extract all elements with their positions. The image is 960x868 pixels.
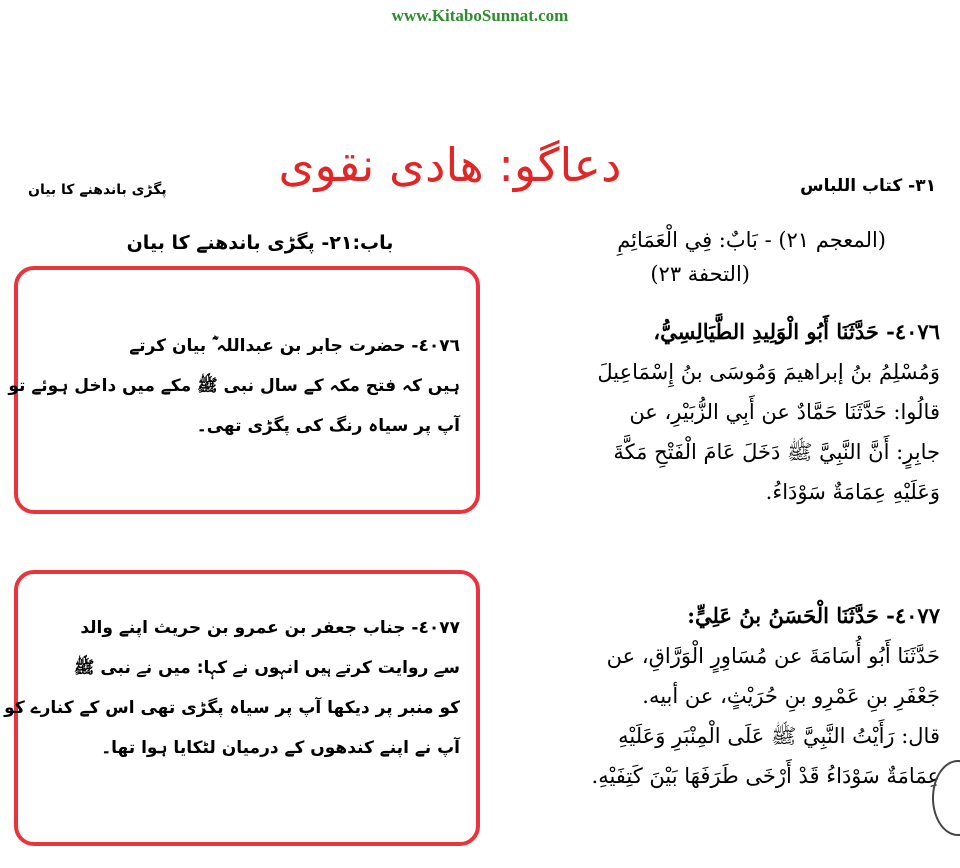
urdu-line: آپ نے اپنے کندھوں کے درمیان لٹکایا ہوا تھا۔ (101, 738, 460, 758)
arabic-line: عِمَامَةٌ سَوْدَاءُ قَدْ أَرْخَى طَرَفَهَا بَيْنَ كَتِفَيْهِ. (591, 764, 940, 788)
arabic-line: وَمُسْلِمُ بنُ إبراهيمَ وَمُوسَى بنُ إِسْمَاعِيلَ (597, 360, 940, 384)
book-section-title: ٣١- كتاب اللباس (800, 176, 936, 196)
arabic-hadith-4077 (470, 596, 940, 796)
arabic-line: حَدَّثَنَا أَبُو أُسَامَةَ عن مُسَاوِرٍ الْوَرَّاقِ، عن (606, 644, 940, 668)
urdu-note-box-4076 (8, 266, 480, 514)
urdu-line: ٤٠٧٧- جناب جعفر بن عمرو بن حریث اپنے والد (80, 618, 460, 638)
urdu-line: سے روایت کرتے ہیں انہوں نے کہا: میں نے نبی ﷺ (73, 658, 460, 678)
arabic-chapter-line: (المعجم ٢١) - بَابٌ: فِي الْعَمَائِمِ (617, 228, 886, 252)
urdu-line: کو منبر پر دیکھا آپ پر سیاہ پگڑی تھی اس کے کنارے کو (4, 698, 460, 718)
urdu-line: آپ پر سیاہ رنگ کی پگڑی تھی۔ (196, 416, 460, 436)
arabic-line: جَعْفَرِ بنِ عَمْرِو بنِ حُرَيْثٍ، عن أبيه. (642, 684, 940, 708)
watermark-text: دعاگو: هادی نقوی (278, 138, 622, 192)
arabic-line: قال: رَأَيْتُ النَّبِيَّ ﷺ عَلَى الْمِنْبَرِ وَعَلَيْهِ (618, 724, 940, 748)
page-running-title: پگڑی باندھنے کا بیان (28, 182, 167, 198)
urdu-note-box-4077 (4, 570, 480, 846)
arabic-line: وَعَلَيْهِ عِمَامَةٌ سَوْدَاءُ. (765, 480, 940, 504)
arabic-chapter-heading (470, 220, 940, 294)
arabic-line: قالُوا: حَدَّثَنَا حَمَّادٌ عن أَبِي الزُّبَيْرِ، عن (629, 400, 940, 424)
arabic-line: جابِرٍ: أَنَّ النَّبِيَّ ﷺ دَخَلَ عَامَ الْفَتْحِ مَكَّةَ (613, 440, 940, 464)
arabic-tuhfa-ref: (التحفة ٢٣) (650, 262, 750, 286)
urdu-line: ہیں کہ فتح مکہ کے سال نبی ﷺ مکے میں داخل ہوئے تو (8, 376, 460, 396)
urdu-translation-4076 (8, 326, 460, 446)
arabic-line: ٤٠٧٦- حَدَّثَنَا أَبُو الْوَلِيدِ الطَّيَالِسِيُّ، (653, 319, 940, 344)
arabic-hadith-4076 (470, 312, 940, 512)
urdu-translation-4077 (4, 608, 460, 768)
urdu-chapter-heading: باب:٢١- پگڑی باندھنے کا بیان (126, 232, 394, 254)
site-url: www.KitaboSunnat.com (391, 6, 569, 25)
arabic-line: ٤٠٧٧- حَدَّثَنَا الْحَسَنُ بنُ عَلِيٍّ: (687, 603, 940, 628)
urdu-line: ٤٠٧٦- حضرت جابر بن عبداللہ ؓ بیان کرتے (129, 336, 460, 356)
